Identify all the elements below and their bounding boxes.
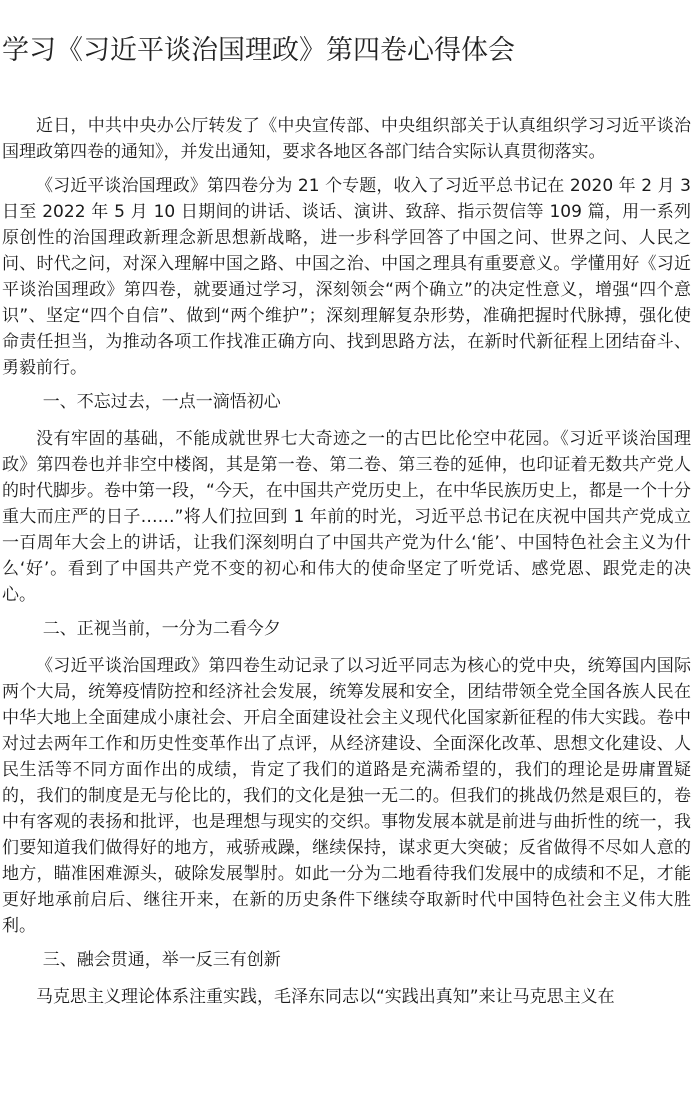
- article-title: 学习《习近平谈治国理政》第四卷心得体会: [2, 35, 515, 66]
- overview-paragraph: 《习近平谈治国理政》第四卷分为 21 个专题，收入了习近平总书记在 2020 年 2 月 3 日至 2022 年 5 月 10 日期间的讲话、谈话、演讲、致辞、指示贺信等 109 篇，用一系列原创性的治国理政新理念新思想新战略，进一步科学回答了中国之问、世界之问、人民之问、时代之问，对深入理解中国之路、中国之治、中国之理具有重要意义。学懂用好《习近平谈治国理政》第四卷，就要通过学习，深刻领会“两个确立”的决定性意义，增强“四个意识”、坚定“四个自信”、做到“两个维护”；深刻理解复杂形势，准确把握时代脉搏，强化使命责任担当，为推动各项工作找准正确方向、找到思路方法，在新时代新征程上团结奋斗、勇毅前行。: [2, 176, 691, 378]
- section-heading-3: 三、融会贯通，举一反三有创新: [42, 950, 281, 970]
- section-1-paragraph: 没有牢固的基础，不能成就世界七大奇迹之一的古巴比伦空中花园。《习近平谈治国理政》第四卷也并非空中楼阁，其是第一卷、第二卷、第三卷的延伸，也印证着无数共产党人的时代脚步。卷中第一段，“今天，在中国共产党历史上，在中华民族历史上，都是一个十分重大而庄严的日子……”将人们拉回到 1 年前的时光，习近平总书记在庆祝中国共产党成立一百周年大会上的讲话，让我们深刻明白了中国共产党为什么‘能’、中国特色社会主义为什么‘好’。看到了中国共产党不变的初心和伟大的使命坚定了听党话、感党恩、跟党走的决心。: [2, 429, 691, 605]
- section-3-paragraph: 马克思主义理论体系注重实践，毛泽东同志以“实践出真知”来让马克思主义在: [36, 987, 615, 1007]
- intro-paragraph: 近日，中共中央办公厅转发了《中央宣传部、中央组织部关于认真组织学习习近平谈治国理政第四卷的通知》，并发出通知，要求各地区各部门结合实际认真贯彻落实。: [2, 116, 691, 162]
- section-heading-1: 一、不忘过去，一点一滴悟初心: [42, 392, 281, 412]
- article-body: [2, 113, 691, 1010]
- section-2-paragraph: 《习近平谈治国理政》第四卷生动记录了以习近平同志为核心的党中央，统筹国内国际两个大局，统筹疫情防控和经济社会发展，统筹发展和安全，团结带领全党全国各族人民在中华大地上全面建成小康社会、开启全面建设社会主义现代化国家新征程的伟大实践。卷中对过去两年工作和历史性变革作出了点评，从经济建设、全面深化改革、思想文化建设、人民生活等不同方面作出的成绩，肯定了我们的道路是充满希望的，我们的理论是毋庸置疑的，我们的制度是无与伦比的，我们的文化是独一无二的。但我们的挑战仍然是艰巨的，卷中有客观的表扬和批评，也是理想与现实的交织。事物发展本就是前进与曲折性的统一，我们要知道我们做得好的地方，戒骄戒躁，继续保持，谋求更大突破；反省做得不尽如人意的地方，瞄准困难源头，破除发展掣肘。如此一分为二地看待我们发展中的成绩和不足，才能更好地承前启后、继往开来，在新的历史条件下继续夺取新时代中国特色社会主义伟大胜利。: [2, 656, 691, 936]
- section-heading-2: 二、正视当前，一分为二看今夕: [42, 619, 281, 639]
